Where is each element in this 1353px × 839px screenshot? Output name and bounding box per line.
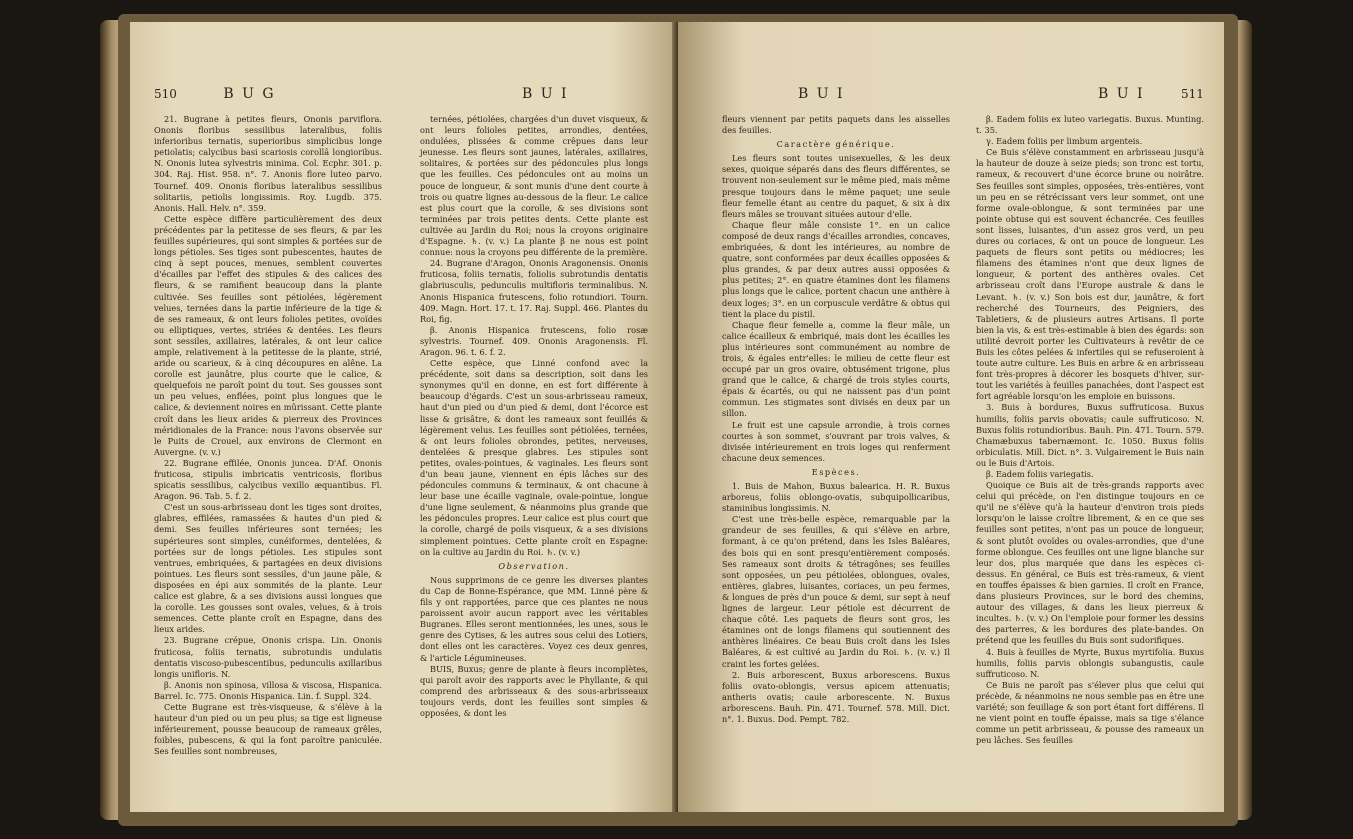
right-page: [678, 22, 1224, 812]
paragraph: Les fleurs sont toutes unisexuelles, & les deux sexes, quoique séparés dans des fleurs différentes, se trouvent non-seulement sur le même pied, mais même presque toujours dans le même paquet; une seule fleur femelle étant au centre du paquet, & six à dix fleurs mâles se trouvant situées autour d'elle.: [722, 153, 950, 219]
paragraph: 2. Buis arborescent, Buxus arborescens. Buxus foliis ovato-oblongis, versus apicem attenuatis; antheris ovatis; caule arborescente. N. Buxus arborescens. Bauh. Pin. 471. Tournef. 578. Mill. Dict. n°. 1. Buxus. Dod. Pempt. 782.: [722, 669, 950, 724]
paragraph: β. Anonis Hispanica frutescens, folio rosæ sylvestris. Tournef. 409. Ononis Aragonensis. Fl. Aragon. 96. t. 6. f. 2.: [420, 324, 648, 357]
paragraph: Ce Buis s'élève constamment en arbrisseau jusqu'à la hauteur de douze à seize pieds; son tronc est tortu, rameux, & recouvert d'une écorce brune ou noirâtre. Ses feuilles sont simples, opposées, très-entières, vont un peu en se rétrécissant vers leur sommet, ont une forme ovale-oblongue, & sont terminées par une pointe obtuse qui est souvent échancrée. Ces feuilles sont lisses, luisantes, d'un assez gros verd, un peu dures ou coriaces, & ont un pouce de longueur. Les paquets de fleurs sont petits ou médiocres; les filamens des étamines n'ont que deux lignes de longueur, & portent des anthères ovales. Cet arbrisseau croît dans l'Europe australe & dans le Levant. ♄. (v. v.) Son bois est dur, jaunâtre, & fort recherché des Tourneurs, des Peigniers, des Tabletiers, & de plusieurs autres Artisans. Il porte bien la vis, & est très-estimable à bien des égards: son utilité devroit porter les Cultivateurs à revêtir de ce Buis les côtes pelées & infertiles qui se refuseroient à toute autre culture. Les Buis en arbre & en arbrisseau font très-propres à décorer les bosquets d'hiver, sur-tout les variétés à feuilles panachées, dont l'aspect est fort agréable lorsqu'on les emploie en buissons.: [976, 147, 1204, 402]
paragraph: Nous supprimons de ce genre les diverses plantes du Cap de Bonne-Espérance, que MM. Linné père & fils y ont rapportées, parce que ces plantes ne nous paroissent avoir aucun rapport avec les véritables Bugranes. Elles seront mentionnées, les unes, sous le genre des Cytises, & les autres sous celui des Lotiers, dont elles ont les caractères. Voyez ces deux genres, & l'article Légumineuses.: [420, 574, 648, 663]
paragraph: BUIS, Buxus; genre de plante à fleurs incomplètes, qui paroît avoir des rapports avec le Phyllante, & qui comprend des arbrisseaux & des sous-arbrisseaux toujours verds, dont les feuilles sont simples & opposées, & dont les: [420, 663, 648, 718]
right-running-head-2: B U I: [1098, 86, 1145, 102]
paragraph: Chaque fleur femelle a, comme la fleur mâle, un calice écailleux & embriqué, mais dont les écailles les plus intérieures sont communément au nombre de trois, & égales entr'elles: le milieu de cette fleur est occupé par un gros ovaire, obtusément trigone, plus grand que le calice, & chargé de trois styles courts, épais & écartés, ou qui ne naissent pas d'un point commun. Les stigmates sont divisés en deux par un sillon.: [722, 319, 950, 419]
section-title-character: Caractère générique.: [776, 139, 896, 150]
paragraph: Quoique ce Buis ait de très-grands rapports avec celui qui précède, on l'en distingue toujours en ce qu'il ne s'élève qu'à la hauteur d'environ trois pieds lorsqu'on le laisse croître librement, & en ce que ses feuilles sont petites, n'ont pas un pouce de longueur, & sont plutôt ovoïdes ou ovales-arrondies, que d'une forme oblongue. Ces feuilles ont une ligne blanche sur leur dos, plus marquée que dans les espèces ci-dessus. En général, ce Buis est très-rameux, & vient en touffes épaisses & bien garnies. Il croît en France, dans plusieurs Provinces, sur le bord des chemins, autour des villages, & dans les lieux pierreux & incultes. ♄. (v. v.) On l'emploie pour former les dessins des parterres, & les bordures des plate-bandes. On prétend que les feuilles du Buis sont sudorifiques.: [976, 480, 1204, 646]
paragraph: Cette espèce diffère particulièrement des deux précédentes par la petitesse de ses fleurs, & par les feuilles supérieures, qui sont simples & portées sur de longs pétioles. Ses tiges sont pubescentes, hautes de cinq à sept pouces, menues, semblent couvertes d'écailles par l'effet des stipules & des calices des fleurs, & se ramifient beaucoup dans la plante cultivée. Ses feuilles sont pétiolées, légèrement velues, ternées dans la partie inférieure de la tige & de ses rameaux, & ont leurs folioles petites, ovoïdes ou elliptiques, vertes, striées & dentées. Les fleurs sont sessiles, axillaires, latérales, & ont leur calice ample, relativement à la petitesse de la plante, strié, aride ou scarieux, & à cinq découpures en alêne. La corolle est jaunâtre, plus courte que le calice, & quelquefois ne paroît point du tout. Ses gousses sont un peu velues, enflées, point plus longues que le calice, & deviennent noires en mûrissant. Cette plante croît dans les lieux arides & pierreux des Provinces méridionales de la France: nous l'avons observée sur le Puits de Crouel, aux environs de Clermont en Auvergne. (v. v.): [154, 213, 382, 457]
left-column-1: [154, 114, 382, 757]
paragraph: 3. Buis à bordures, Buxus suffruticosa. Buxus humilis, foliis parvis obovatis; caule suffruticoso. N. Buxus foliis rotundioribus. Bauh. Pin. 471. Tourn. 579. Chamæbuxus tabernæmont. Ic. 1050. Buxus foliis orbiculatis. Mill. Dict. n°. 3. Vulgairement le Buis nain ou le Buis d'Artois.: [976, 402, 1204, 468]
left-running-head-2: B U I: [522, 86, 569, 102]
left-page-header: [154, 86, 276, 102]
paragraph: Ce Buis ne paroît pas s'élever plus que celui qui précède, & néanmoins ne nous semble pas en être une variété; son feuillage & son port étant fort différens. Il ne vient point en touffe épaisse, mais sa tige s'élance comme un petit arbrisseau, & pousse des rameaux un peu lâches. Ses feuilles: [976, 679, 1204, 746]
right-running-head: B U I: [798, 86, 845, 102]
paragraph: β. Anonis non spinosa, villosa & viscosa, Hispanica. Barrel. Ic. 775. Ononis Hispanica. Lin. f. Suppl. 324.: [154, 679, 382, 701]
section-title-especes: Espèces.: [811, 466, 861, 477]
paragraph: Cette Bugrane est très-visqueuse, & s'élève à la hauteur d'un pied ou un peu plus; sa tige est ligneuse inférieurement, pousse beaucoup de rameaux grêles, foibles, pubescens, & qui la font paroître paniculée. Ses feuilles sont nombreuses,: [154, 701, 382, 757]
paragraph: β. Eadem foliis ex luteo variegatis. Buxus. Munting. t. 35.: [976, 114, 1204, 136]
section-title-observation: Observation.: [498, 560, 570, 571]
paragraph: 21. Bugrane à petites fleurs, Ononis parviflora. Ononis floribus sessilibus lateralibus, foliis inferioribus ternatis, superioribus simplicibus longe petiolatis; calycibus basi scariosis corollâ longioribus. N. Ononis lutea sylvestris minima. Col. Ecphr. 301. p. 304. Raj. Hist. 958. n°. 7. Anonis flore luteo parvo. Tournef. 409. Ononis floribus lateralibus sessilibus solitariis, petiolis longissimis. Roy. Lugdb. 375. Anonis. Hall. Helv. n°. 359.: [154, 114, 382, 213]
paragraph: Le fruit est une capsule arrondie, à trois cornes courtes à son sommet, s'ouvrant par trois valves, & divisée intérieurement en trois loges qui renferment chacune deux semences.: [722, 419, 950, 463]
paragraph: 24. Bugrane d'Aragon, Ononis Aragonensis. Ononis fruticosa, foliis ternatis, foliolis subrotundis dentatis glabriusculis, pedunculis multifloris terminalibus. N. Anonis Hispanica frutescens, folio rotundiori. Tourn. 409. Magn. Hort. 17. t. 17. Raj. Suppl. 466. Plantes du Roi, fig.: [420, 258, 648, 324]
paragraph: β. Eadem foliis variegatis.: [986, 469, 1094, 479]
paragraph: 22. Bugrane effilée, Ononis juncea. D'Af. Ononis fruticosa, stipulis imbricatis ventricosis, floribus spicatis sessilibus, calycibus vexillo æquantibus. Fl. Aragon. 96. Tab. 5. f. 2.: [154, 457, 382, 502]
paragraph: Chaque fleur mâle consiste 1°. en un calice composé de deux rangs d'écailles arrondies, concaves, embriquées, & dont les intérieures, au nombre de quatre, sont conformées par deux écailles opposées & plus grandes, & par deux autres aussi opposées & plus petites; 2°. en quatre étamines dont les filamens plus longs que le calice, portent chacun une anthère à deux loges; 3°. en un corpuscule verdâtre & obtus qui tient la place du pistil.: [722, 219, 950, 319]
paragraph: C'est un sous-arbrisseau dont les tiges sont droites, glabres, effilées, ramassées & hautes d'un pied & demi. Ses feuilles inférieures sont ternées; les supérieures sont simples, cunéiformes, dentelées, & portées sur de longs pétioles. Les stipules sont ventrues, embriquées, & partagées en deux divisions pointues. Les fleurs sont sessiles, d'un jaune pâle, & disposées en épi aux sommités de la plante. Leur calice est glabre, & a ses divisions aussi longues que la corolle. Les gousses sont ovales, velues, & à trois semences. Cette plante croît en Espagne, dans des lieux arides.: [154, 502, 382, 635]
left-page-number: 510: [154, 87, 177, 101]
right-column-1: [722, 114, 950, 725]
left-running-head: B U G: [223, 86, 276, 102]
paragraph: C'est une très-belle espèce, remarquable par la grandeur de ses feuilles, & qui s'élève en arbre, formant, à ce qu'on prétend, dans les Isles Baléares, des bois qui en sont presqu'entièrement composés. Ses rameaux sont droits & tétragônes; ses feuilles sont opposées, un peu pétiolées, oblongues, ovales, entières, glabres, luisantes, coriaces, un peu fermes, & longues de près d'un pouce & demi, sur sept à neuf lignes de largeur. Leur pétiole est décurrent de chaque côté. Les paquets de fleurs sont gros, les étamines ont de longs filamens qui soutiennent des anthères linéaires. Ce beau Buis croît dans les Isles Baléares, & est cultivé au Jardin du Roi. ♄. (v. v.) Il craint les fortes gelées.: [722, 514, 950, 669]
paragraph: 4. Buis à feuilles de Myrte, Buxus myrtifolia. Buxus humilis, foliis parvis oblongis subangustis, caule suffruticoso. N.: [976, 646, 1204, 679]
left-page: [130, 22, 676, 812]
paragraph: ternées, pétiolées, chargées d'un duvet visqueux, & ont leurs folioles petites, arrondies, dentées, ondulées, plissées & comme crêpues dans leur jeunesse. Les fleurs sont jaunes, latérales, axillaires, solitaires, & portées sur des pédoncules plus longs que les feuilles. Ces pédoncules ont au moins un pouce de longueur, & sont munis d'une dent courte à trois ou quatre lignes au-dessous de la fleur. Le calice est plus court que la corolle, & ses divisions sont terminées par trois petites dents. Cette plante est cultivée au Jardin du Roi; nous la croyons originaire d'Espagne. ♄. (v. v.) La plante β ne nous est point connue: nous la croyons peu différente de la première.: [420, 114, 648, 258]
paragraph: 1. Buis de Mahon, Buxus balearica. H. R. Buxus arboreus, foliis oblongo-ovatis, subquipollicaribus, staminibus longissimis. N.: [722, 481, 950, 514]
left-column-2: [420, 114, 648, 719]
right-page-number: 511: [1180, 87, 1204, 101]
paragraph: γ. Eadem foliis per limbum argenteis.: [986, 136, 1143, 147]
paragraph: fleurs viennent par petits paquets dans les aisselles des feuilles.: [722, 114, 950, 136]
paragraph: 23. Bugrane crépue, Ononis crispa. Lin. Ononis fruticosa, foliis ternatis, subrotundis undulatis dentatis viscoso-pubescentibus, pedunculis axillaribus longis unifloris. N.: [154, 635, 382, 679]
right-page-header: [1098, 86, 1204, 102]
paragraph: Cette espèce, que Linné confond avec la précédente, soit dans sa description, soit dans les synonymes qu'il en donne, en est fort différente à beaucoup d'égards. C'est un sous-arbrisseau rameux, haut d'un pied ou d'un pied & demi, dont l'écorce est lisse & grisâtre, & dont les rameaux sont feuillés & légèrement velus. Les feuilles sont pétiolées, ternées, & ont leurs folioles obrondes, petites, nerveuses, dentelées & presque glabres. Les stipules sont petites, ovales-pointues, & vaginales. Les fleurs sont d'un beau jaune, viennent en épis lâches sur des pédoncules communs & terminaux, & ont chacune à leur base une écaille vaginale, ovale-pointue, longue d'une ligne seulement, & néanmoins plus grande que les pédoncules propres. Leur calice est plus court que la corolle, chargé de poils visqueux, & a ses divisions simplement pointues. Cette plante croît en Espagne: on la cultive au Jardin du Roi. ♄. (v. v.): [420, 358, 648, 557]
right-column-2: [976, 114, 1204, 746]
